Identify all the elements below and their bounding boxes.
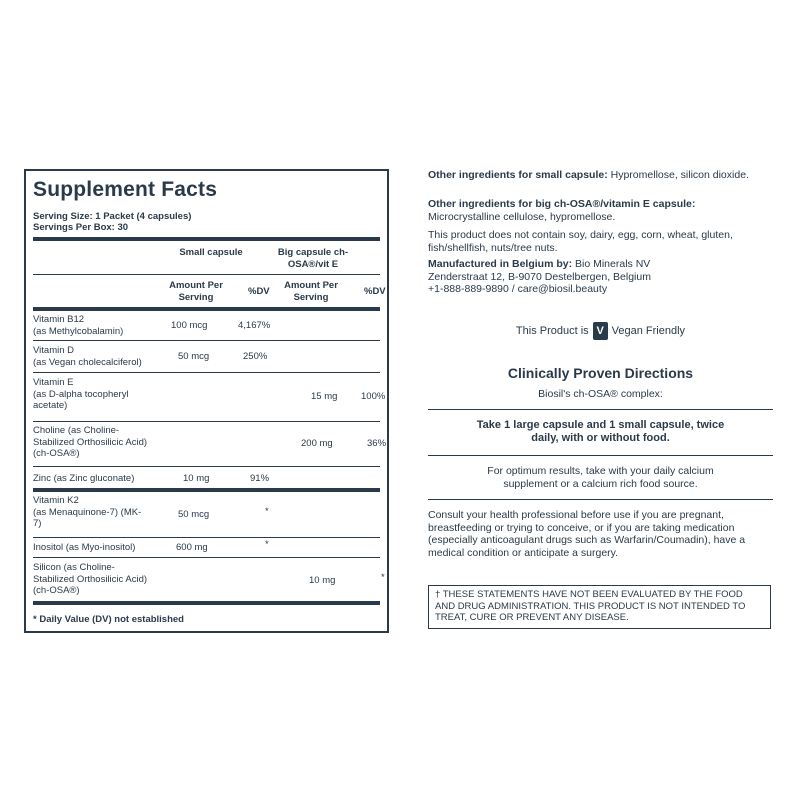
big-amount: 200 mg (301, 438, 333, 449)
divider (33, 466, 380, 467)
optimum-results: For optimum results, take with your daily calcium supplement or a calcium rich food source. (487, 465, 714, 490)
divider (33, 274, 380, 275)
directions-title: Clinically Proven Directions (507, 365, 694, 381)
small-dv: * (265, 539, 269, 550)
vegan-badge-icon: V (593, 322, 608, 340)
fda-disclaimer: † THESE STATEMENTS HAVE NOT BEEN EVALUATED BY THE FOOD AND DRUG ADMINISTRATION. THIS PRODUCT IS NOT INTENDED TO TREAT, CURE OR PREVENT ANY DISEASE. (428, 585, 771, 629)
divider (33, 537, 380, 538)
small-amount: 50 mcg (178, 509, 210, 520)
big-dv: 36% (367, 438, 387, 449)
small-amount: 50 mcg (178, 351, 210, 362)
divider (33, 488, 380, 492)
big-dv: * (381, 572, 385, 583)
small-amount-header: Amount Per Serving (169, 280, 223, 303)
consult-warning: Consult your health professional before use if you are pregnant, breastfeeding or trying to conceive, or if you are taking medication (especially anticoagulant drugs such as Warfarin/Coumadin), have a medical condition or anticipate a surgery. (428, 509, 746, 559)
vegan-statement: This Product is V Vegan Friendly (428, 321, 773, 341)
divider (428, 499, 773, 500)
facts-title: Supplement Facts (33, 178, 218, 201)
other-ingredients-small: Other ingredients for small capsule: Hypromellose, silicon dioxide. (428, 169, 749, 181)
other-ingredients-big: Other ingredients for big ch-OSA®/vitamin E capsule: Microcrystalline cellulose, hypromellose. (428, 198, 696, 223)
supplement-facts-panel (24, 169, 389, 633)
small-dv: 91% (250, 473, 270, 484)
nutrient-name: Choline (as Choline-Stabilized Orthosilicic Acid) (ch-OSA®) (33, 425, 148, 459)
divider (33, 307, 380, 311)
nutrient-name: Vitamin D (as Vegan cholecalciferol) (33, 345, 142, 368)
divider (428, 455, 773, 456)
divider (33, 372, 380, 373)
nutrient-name: Zinc (as Zinc gluconate) (33, 473, 135, 484)
allergen-statement: This product does not contain soy, dairy, egg, corn, wheat, gluten, fish/shellfish, nuts/tree nuts. (428, 229, 733, 254)
big-amount: 10 mg (309, 575, 336, 586)
nutrient-name: Vitamin B12 (as Methylcobalamin) (33, 314, 124, 337)
big-dv: 100% (361, 391, 386, 402)
small-amount: 600 mg (176, 542, 208, 553)
small-dv: * (265, 506, 269, 517)
divider (33, 601, 380, 605)
directions-main: Take 1 large capsule and 1 small capsule, twice daily, with or without food. (476, 419, 725, 444)
divider (33, 340, 380, 341)
manufacturer-info: Manufactured in Belgium by: Bio Minerals NV Zenderstraat 12, B-9070 Destelbergen, Belgium +1-888-889-9890 / care@biosil.beauty (428, 258, 651, 295)
divider (33, 557, 380, 558)
nutrient-name: Silicon (as Choline-Stabilized Orthosilicic Acid) (ch-OSA®) (33, 562, 148, 596)
col-small-header: Small capsule (179, 247, 243, 258)
nutrient-name: Inositol (as Myo-inositol) (33, 542, 136, 553)
divider (33, 421, 380, 422)
small-amount: 10 mg (183, 473, 210, 484)
divider (33, 237, 380, 241)
directions-subtitle: Biosil's ch-OSA® complex: (538, 388, 663, 400)
small-dv: 4,167% (238, 320, 271, 331)
big-amount: 15 mg (311, 391, 338, 402)
dv-footnote: * Daily Value (DV) not established (33, 614, 184, 625)
servings-per-box: Servings Per Box: 30 (33, 222, 129, 233)
divider (428, 409, 773, 410)
col-big-header: Big capsule ch-OSA®/vit E (277, 247, 349, 270)
small-dv-header: %DV (248, 286, 270, 297)
big-amount-header: Amount Per Serving (284, 280, 338, 303)
nutrient-name: Vitamin K2 (as Menaquinone-7) (MK-7) (33, 495, 142, 529)
serving-size: Serving Size: 1 Packet (4 capsules) (33, 211, 192, 222)
big-dv-header: %DV (364, 286, 386, 297)
nutrient-name: Vitamin E (as D-alpha tocopheryl acetate) (33, 377, 129, 411)
small-dv: 250% (243, 351, 268, 362)
small-amount: 100 mcg (171, 320, 208, 331)
